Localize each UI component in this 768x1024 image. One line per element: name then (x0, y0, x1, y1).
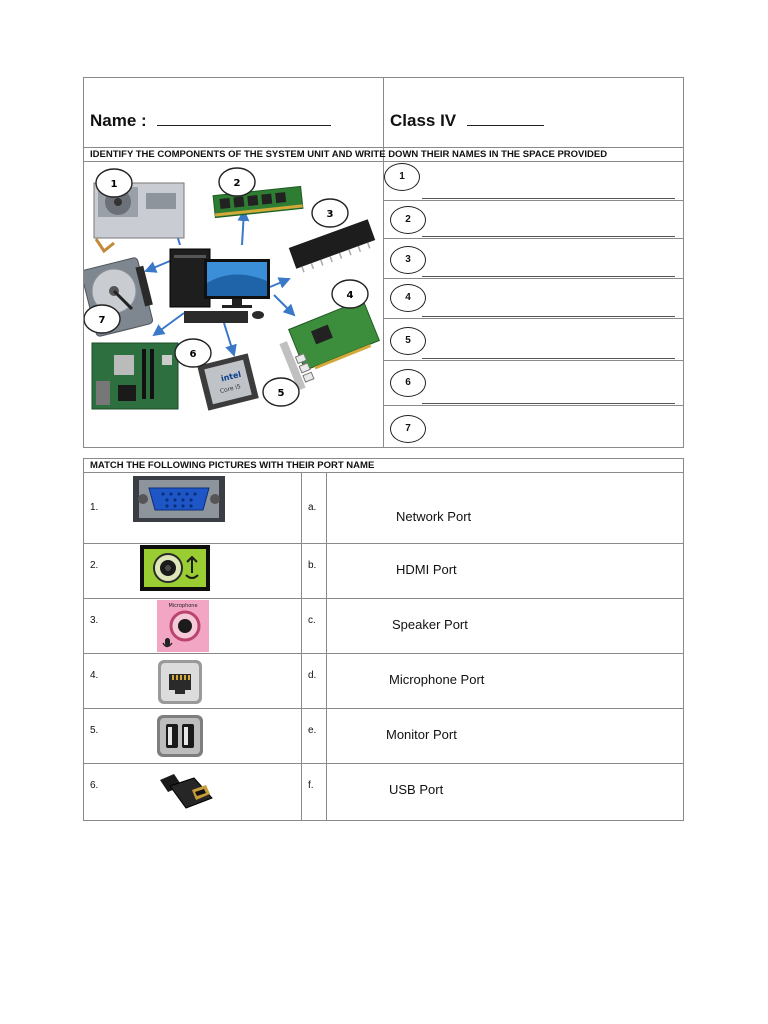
answer-line[interactable] (422, 276, 675, 277)
picture-label-7-text: 7 (98, 315, 106, 326)
picture-label-6-text: 6 (189, 349, 197, 360)
row-number: 4. (90, 670, 99, 681)
row-number: 6. (90, 780, 99, 791)
table-row (84, 709, 683, 764)
hdmi-connector-icon (156, 770, 216, 812)
answer-number-1: 1 (384, 163, 420, 191)
answer-number-4: 4 (390, 284, 426, 312)
table-row (84, 544, 683, 599)
row-letter: a. (308, 502, 317, 513)
row-number: 1. (90, 502, 99, 513)
ethernet-port-icon (158, 660, 202, 704)
answer-number-3: 3 (390, 246, 426, 274)
row-letter: b. (308, 560, 317, 571)
motherboard-icon (92, 343, 178, 409)
row-number: 2. (90, 560, 99, 571)
table-row (84, 764, 683, 821)
row-letter: c. (308, 615, 316, 626)
answer-number-6: 6 (390, 369, 426, 397)
picture-label-3 (312, 199, 348, 227)
audio-line-port-icon (140, 545, 210, 591)
port-name: Monitor Port (386, 727, 457, 742)
picture-label-7 (84, 305, 120, 333)
row-number: 3. (90, 615, 99, 626)
picture-label-2-text: 2 (233, 178, 241, 189)
picture-label-5-text: 5 (277, 388, 285, 399)
port-name: Microphone Port (389, 672, 485, 687)
answer-line[interactable] (422, 403, 675, 404)
port-name: Speaker Port (392, 617, 468, 632)
picture-label-4-text: 4 (346, 290, 354, 301)
answer-row-4 (384, 278, 683, 319)
table-row (84, 599, 683, 654)
answer-row-2 (384, 200, 683, 239)
picture-label-4 (332, 280, 368, 308)
match-table (83, 472, 684, 821)
picture-label-1-text: 1 (110, 179, 118, 190)
picture-label-2 (219, 168, 255, 196)
section2-title: MATCH THE FOLLOWING PICTURES WITH THEIR PORT NAME (83, 458, 684, 473)
components-picture (84, 163, 382, 447)
expansion-card-icon (279, 300, 379, 391)
port-name: USB Port (389, 782, 444, 797)
answer-number-5: 5 (390, 327, 426, 355)
name-blank-line (157, 111, 331, 126)
row-letter: e. (308, 725, 317, 736)
picture-label-1 (96, 169, 132, 197)
usb-port-icon (157, 715, 203, 757)
cpu-brand-text: intel (220, 369, 243, 384)
picture-label-6 (175, 339, 211, 367)
class-blank-line (467, 111, 544, 126)
table-row (84, 472, 683, 544)
row-letter: f. (308, 780, 314, 791)
port-name: HDMI Port (396, 562, 457, 577)
picture-label-3-text: 3 (326, 209, 334, 220)
section1-title: IDENTIFY THE COMPONENTS OF THE SYSTEM UNIT AND WRITE DOWN THEIR NAMES IN THE SPACE PROVIDED (83, 148, 684, 162)
mic-jack-label: Microphone (168, 603, 198, 609)
row-number: 5. (90, 725, 99, 736)
answer-row-5 (384, 318, 683, 361)
class-field[interactable] (390, 111, 544, 131)
table-row (84, 654, 683, 709)
port-name: Network Port (396, 509, 472, 524)
answer-row-6 (384, 360, 683, 406)
name-field[interactable] (90, 111, 331, 131)
answer-line[interactable] (422, 236, 675, 237)
name-label: Name : (90, 111, 147, 130)
answer-line[interactable] (422, 358, 675, 359)
answer-line[interactable] (422, 198, 675, 199)
answer-line[interactable] (422, 316, 675, 317)
microphone-port-icon (157, 600, 209, 652)
answer-row-3 (384, 238, 683, 279)
answer-row-1 (384, 162, 683, 201)
vga-port-icon (133, 476, 225, 522)
cpu-model-text: Core i5 (219, 383, 242, 396)
answer-number-7: 7 (390, 415, 426, 443)
answer-number-2: 2 (390, 206, 426, 234)
class-label: Class IV (390, 111, 457, 130)
components-diagram (84, 163, 382, 447)
desktop-computer-icon (170, 249, 270, 323)
row-letter: d. (308, 670, 317, 681)
picture-label-5 (263, 378, 299, 406)
